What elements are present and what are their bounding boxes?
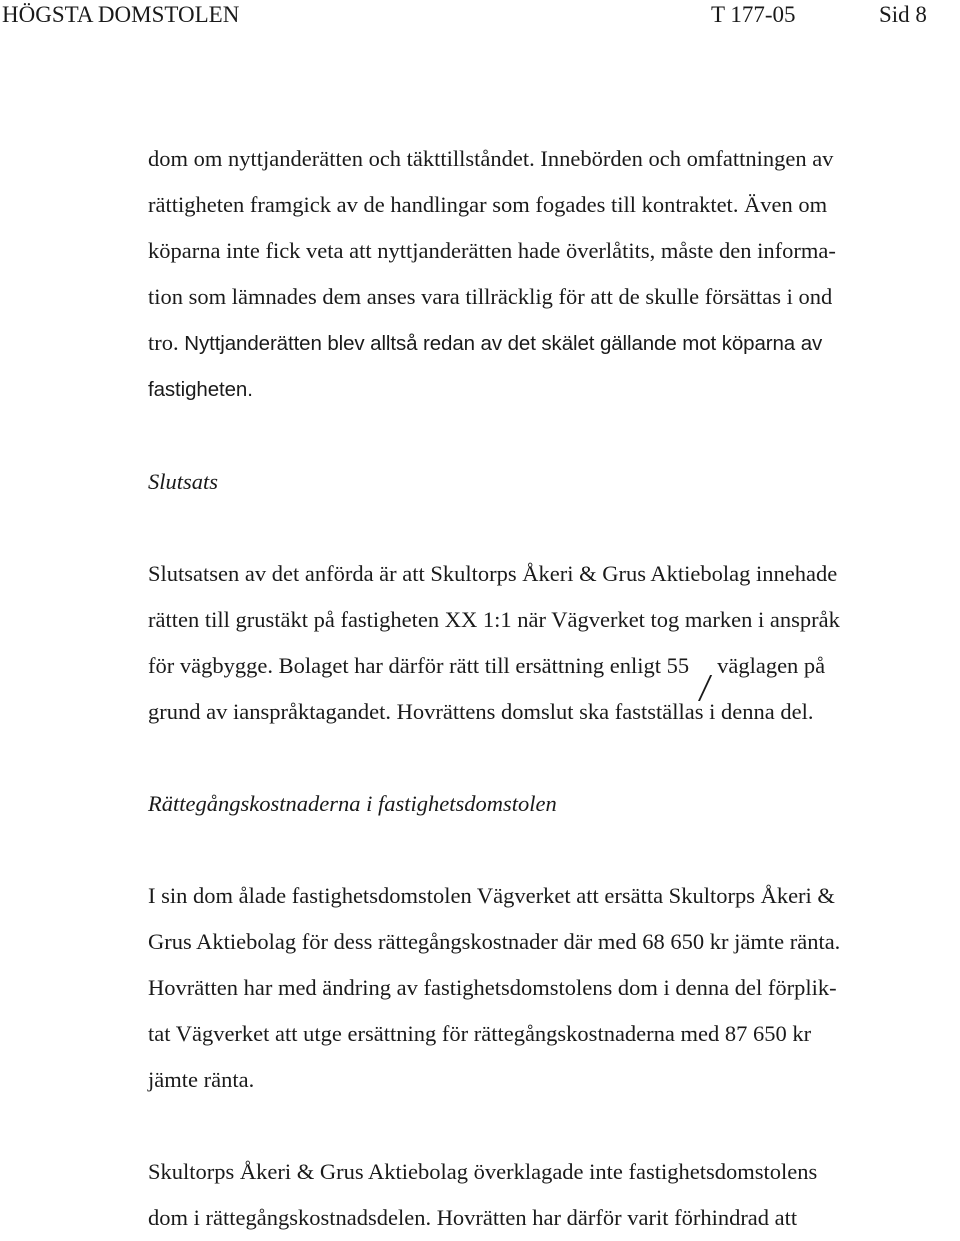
section-heading-costs: Rättegångskostnaderna i fastighetsdomstolen bbox=[148, 791, 557, 816]
text-run-sans: Nyttjanderätten blev alltså redan av det skälet gällande mot köparna av bbox=[184, 332, 823, 355]
text-line: jämte ränta. bbox=[148, 1067, 255, 1092]
text-line: tion som lämnades dem anses vara tillräcklig för att de skulle försättas i ond bbox=[148, 284, 833, 309]
text-line bbox=[148, 320, 960, 367]
section-heading-slutsats: Slutsats bbox=[148, 469, 219, 494]
text-run: för vägbygge. Bolaget har därför rätt till ersättning enligt 55 bbox=[148, 653, 690, 678]
text-line: Hovrätten har med ändring av fastighetsdomstolens dom i denna del förplik- bbox=[148, 975, 837, 1000]
page-header bbox=[0, 0, 960, 30]
page-number: Sid 8 bbox=[879, 2, 927, 27]
text-line: fastigheten. bbox=[148, 378, 253, 401]
paragraph-costs-1 bbox=[148, 873, 960, 1103]
text-line: Skultorps Åkeri & Grus Aktiebolag överklagade inte fastighetsdomstolens bbox=[148, 1159, 818, 1184]
paragraph-rights bbox=[148, 136, 960, 413]
spacer bbox=[148, 735, 960, 781]
text-line: Grus Aktiebolag för dess rättegångskostnader där med 68 650 kr jämte ränta. bbox=[148, 929, 841, 954]
text-line: I sin dom ålade fastighetsdomstolen Vägverket att ersätta Skultorps Åkeri & bbox=[148, 883, 835, 908]
text-line: Slutsatsen av det anförda är att Skultorps Åkeri & Grus Aktiebolag innehade bbox=[148, 561, 838, 586]
paragraph-slutsats bbox=[148, 551, 960, 735]
spacer bbox=[148, 505, 960, 551]
text-line bbox=[148, 643, 960, 689]
case-number: T 177-05 bbox=[711, 2, 796, 27]
text-run: tro. bbox=[148, 330, 185, 355]
text-line: grund av ianspråktagandet. Hovrättens domslut ska fastställas i denna del. bbox=[148, 699, 814, 724]
text-line: köparna inte fick veta att nyttjanderätten hade överlåtits, måste den informa- bbox=[148, 238, 836, 263]
spacer bbox=[148, 413, 960, 459]
paragraph-costs-2 bbox=[148, 1149, 960, 1241]
text-line: rätten till grustäkt på fastigheten XX 1:1 när Vägverket tog marken i anspråk bbox=[148, 607, 840, 632]
text-line: tat Vägverket att utge ersättning för rättegångskostnaderna med 87 650 kr bbox=[148, 1021, 812, 1046]
court-name: HÖGSTA DOMSTOLEN bbox=[2, 2, 240, 27]
text-line: dom om nyttjanderätten och täkttillståndet. Innebörden och omfattningen av bbox=[148, 146, 834, 171]
spacer bbox=[148, 1103, 960, 1149]
text-line: dom i rättegångskostnadsdelen. Hovrätten har därför varit förhindrad att bbox=[148, 1205, 798, 1230]
text-run: väglagen på bbox=[717, 653, 826, 678]
spacer bbox=[148, 827, 960, 873]
document-body bbox=[148, 136, 960, 1241]
text-line: rättigheten framgick av de handlingar som fogades till kontraktet. Även om bbox=[148, 192, 828, 217]
